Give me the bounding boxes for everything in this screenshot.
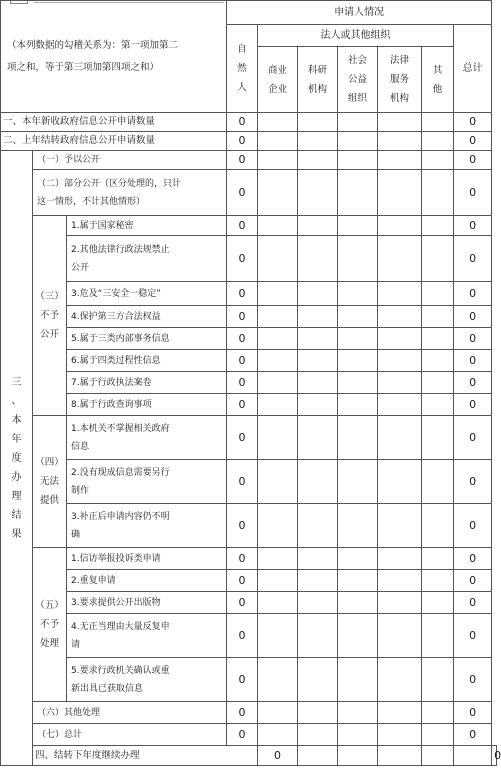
total-value: 0 xyxy=(454,372,492,394)
total-value: 0 xyxy=(454,132,492,151)
total-value: 0 xyxy=(454,724,492,746)
social-header: 社会 公益 组织 xyxy=(338,47,378,113)
table-row xyxy=(1,282,497,306)
natural-value: 0 xyxy=(227,702,258,724)
natural-value: 0 xyxy=(227,394,258,416)
total-value: 0 xyxy=(454,113,492,132)
total-value: 0 xyxy=(454,504,492,548)
total-value: 0 xyxy=(454,216,492,236)
total-value: 0 xyxy=(454,306,492,328)
total-value: 0 xyxy=(454,592,492,614)
table-row xyxy=(1,416,497,460)
group-three-label: （三） 不予 公开 xyxy=(33,216,67,416)
table-row xyxy=(1,170,497,216)
total-value: 0 xyxy=(454,460,492,504)
item-label: 1.本机关不掌握相关政府 信息 xyxy=(67,416,227,460)
table-row xyxy=(1,132,497,151)
table-row xyxy=(1,216,497,236)
natural-value: 0 xyxy=(227,306,258,328)
total-value: 0 xyxy=(454,282,492,306)
total-value: 0 xyxy=(492,746,497,766)
item-label: 5.要求行政机关确认或重 新出具已获取信息 xyxy=(67,658,227,702)
table-row xyxy=(1,151,497,170)
table-row xyxy=(1,113,497,132)
total-value: 0 xyxy=(454,658,492,702)
natural-value: 0 xyxy=(227,151,258,170)
table-row xyxy=(1,328,497,350)
legal-group-header: 法人或其他组织 xyxy=(258,25,454,47)
row-label: （六）其他处理 xyxy=(33,702,227,724)
item-label: 4.保护第三方合法权益 xyxy=(67,306,227,328)
table-row xyxy=(1,570,497,592)
legal-service-header: 法律 服务 机构 xyxy=(378,47,422,113)
item-label: 1.信访举报投诉类申请 xyxy=(67,548,227,570)
natural-value: 0 xyxy=(227,216,258,236)
total-value: 0 xyxy=(454,394,492,416)
natural-person-header: 自 然 人 xyxy=(227,25,258,113)
item-label: 2.其他法律行政法规禁止 公开 xyxy=(67,236,227,282)
row-label: （二）部分公开（区分处理的，只计 这一情形，不计其他情形） xyxy=(33,170,227,216)
note-line-1: （本列数据的勾稽关系为：第一项加第二 xyxy=(7,39,179,51)
item-label: 2.没有现成信息需要另行 制作 xyxy=(67,460,227,504)
natural-value: 0 xyxy=(227,504,258,548)
item-label: 8.属于行政查询事项 xyxy=(67,394,227,416)
total-value: 0 xyxy=(454,416,492,460)
natural-value: 0 xyxy=(227,460,258,504)
row-label: （七）总计 xyxy=(33,724,227,746)
section-three-label: 三 、 本 年 度 办 理 结 果 xyxy=(1,151,33,766)
applicant-status-header: 申请人情况 xyxy=(227,1,492,25)
natural-value: 0 xyxy=(227,282,258,306)
table-row xyxy=(1,236,497,282)
note-cell xyxy=(1,1,227,113)
item-label: 7.属于行政执法案卷 xyxy=(67,372,227,394)
natural-value: 0 xyxy=(258,746,298,766)
total-value: 0 xyxy=(454,328,492,350)
natural-value: 0 xyxy=(227,658,258,702)
table-row xyxy=(1,460,497,504)
total-value: 0 xyxy=(454,614,492,658)
total-value: 0 xyxy=(454,570,492,592)
table-row xyxy=(1,746,497,766)
row-label: 四、结转下年度继续办理 xyxy=(33,746,258,766)
natural-value: 0 xyxy=(227,236,258,282)
table-row xyxy=(1,592,497,614)
item-label: 4.无正当理由大量反复申 请 xyxy=(67,614,227,658)
total-value: 0 xyxy=(454,151,492,170)
table-row xyxy=(1,702,497,724)
research-header: 科研 机构 xyxy=(298,47,338,113)
total-value: 0 xyxy=(454,236,492,282)
group-five-label: （五） 不予 处理 xyxy=(33,548,67,702)
item-label: 6.属于四类过程性信息 xyxy=(67,350,227,372)
table-row xyxy=(1,614,497,658)
natural-value: 0 xyxy=(227,350,258,372)
item-label: 5.属于三类内部事务信息 xyxy=(67,328,227,350)
natural-value: 0 xyxy=(227,170,258,216)
natural-value: 0 xyxy=(227,548,258,570)
total-value: 0 xyxy=(454,702,492,724)
total-header: 总计 xyxy=(454,25,492,113)
row-label: （一）予以公开 xyxy=(33,151,227,170)
natural-value: 0 xyxy=(227,592,258,614)
table-row xyxy=(1,504,497,548)
item-label: 2.重复申请 xyxy=(67,570,227,592)
other-header: 其 他 xyxy=(422,47,454,113)
row-label: 一、本年新收政府信息公开申请数量 xyxy=(1,113,227,132)
total-value: 0 xyxy=(454,548,492,570)
commercial-header: 商业 企业 xyxy=(258,47,298,113)
table-row xyxy=(1,658,497,702)
item-label: 3.要求提供公开出版物 xyxy=(67,592,227,614)
natural-value: 0 xyxy=(227,328,258,350)
table-row xyxy=(1,372,497,394)
table-row xyxy=(1,724,497,746)
total-value: 0 xyxy=(454,170,492,216)
table-row xyxy=(1,548,497,570)
item-label: 1.属于国家秘密 xyxy=(67,216,227,236)
natural-value: 0 xyxy=(227,372,258,394)
natural-value: 0 xyxy=(227,570,258,592)
row-label: 二、上年结转政府信息公开申请数量 xyxy=(1,132,227,151)
natural-value: 0 xyxy=(227,416,258,460)
table-row xyxy=(1,350,497,372)
table-row xyxy=(1,306,497,328)
note-line-2: 项之和，等于第三项加第四项之和） xyxy=(7,61,160,73)
natural-value: 0 xyxy=(227,113,258,132)
table-row xyxy=(1,394,497,416)
natural-value: 0 xyxy=(227,132,258,151)
item-label: 3.危及“三安全一稳定” xyxy=(67,282,227,306)
natural-value: 0 xyxy=(227,724,258,746)
natural-value: 0 xyxy=(227,614,258,658)
item-label: 3.补正后申请内容仍不明 确 xyxy=(67,504,227,548)
total-value: 0 xyxy=(454,350,492,372)
group-four-label: （四） 无法 提供 xyxy=(33,416,67,548)
